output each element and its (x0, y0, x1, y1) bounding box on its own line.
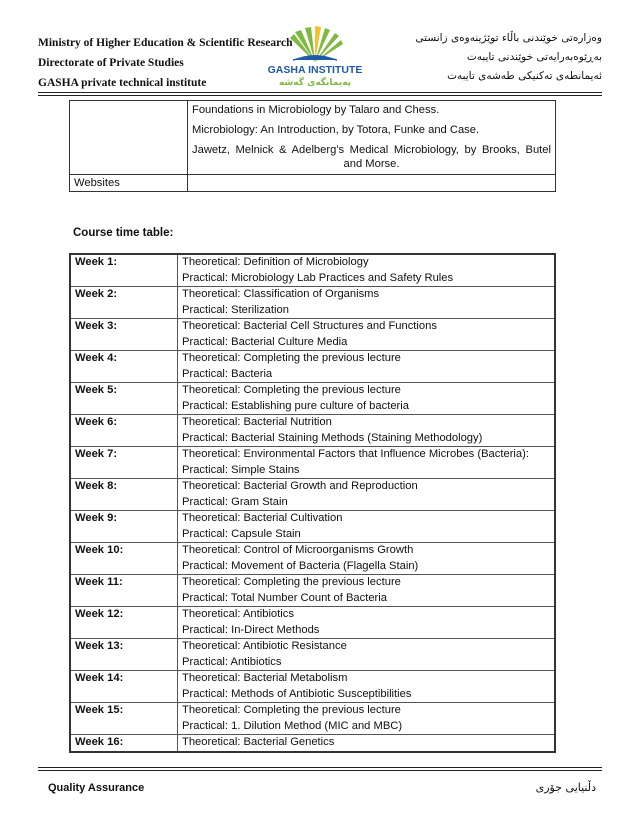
websites-value (188, 175, 556, 192)
week-label: Week 16: (70, 735, 178, 752)
theoretical-topic: Theoretical: Bacterial Nutrition (182, 416, 332, 428)
logo-text-en: GASHA INSTITUTE (267, 64, 363, 76)
practical-topic: Practical: Movement of Bacteria (Flagella Stain) (182, 559, 419, 572)
schedule-row (70, 639, 555, 671)
header-right-line-2: بەڕێوەبەرایەتی خوێندنی تایبەت (466, 51, 602, 63)
references-table (69, 100, 556, 192)
week-label: Week 13: (70, 639, 178, 671)
week-content (178, 254, 556, 287)
practical-topic: Practical: Total Number Count of Bacteria (182, 591, 387, 604)
schedule-row (70, 575, 555, 607)
practical-topic: Practical: Capsule Stain (182, 527, 301, 540)
week-content (178, 543, 556, 575)
week-content (178, 351, 556, 383)
week-label: Week 12: (70, 607, 178, 639)
book-3: Jawetz, Melnick & Adelberg's Medical Microbiology, by Brooks, Butel and Morse. (192, 144, 551, 170)
week-label: Week 11: (70, 575, 178, 607)
practical-topic: Practical: Bacterial Culture Media (182, 335, 348, 348)
week-content (178, 447, 556, 479)
schedule-row (70, 287, 555, 319)
footer-quality-assurance: Quality Assurance (48, 782, 145, 794)
theoretical-topic: Theoretical: Classification of Organisms (182, 288, 380, 300)
week-content (178, 287, 556, 319)
week-content (178, 415, 556, 447)
schedule-row (70, 254, 555, 287)
week-label: Week 2: (70, 287, 178, 319)
theoretical-topic: Theoretical: Environmental Factors that Influence Microbes (Bacteria): (182, 448, 529, 460)
schedule-row (70, 671, 555, 703)
practical-topic: Practical: Establishing pure culture of bacteria (182, 399, 409, 412)
schedule-table (69, 253, 556, 753)
week-content (178, 319, 556, 351)
practical-topic: Practical: Methods of Antibiotic Susceptibilities (182, 687, 412, 700)
theoretical-topic: Theoretical: Antibiotics (182, 608, 294, 620)
week-content (178, 703, 556, 735)
theoretical-topic: Theoretical: Bacterial Cell Structures and Functions (182, 320, 437, 332)
header-divider (38, 92, 602, 93)
header-right-line-1: وەزارەتی خوێندنی باڵاء توێژینەوەی زانستی (415, 32, 602, 44)
footer-divider (38, 767, 602, 768)
week-label: Week 10: (70, 543, 178, 575)
schedule-title: Course time table: (73, 227, 174, 239)
week-label: Week 15: (70, 703, 178, 735)
schedule-row (70, 351, 555, 383)
week-label: Week 9: (70, 511, 178, 543)
gasha-logo (265, 24, 365, 90)
practical-topic: Practical: Sterilization (182, 303, 289, 316)
header-left (38, 38, 292, 98)
theoretical-topic: Theoretical: Completing the previous lecture (182, 576, 401, 588)
practical-topic: Practical: Bacterial Staining Methods (Staining Methodology) (182, 431, 483, 444)
practical-topic: Practical: Simple Stains (182, 463, 300, 476)
practical-topic: Practical: Antibiotics (182, 655, 282, 668)
week-label: Week 1: (70, 254, 178, 287)
sun-icon (290, 26, 343, 62)
header-directorate: Directorate of Private Studies (38, 57, 184, 69)
week-label: Week 3: (70, 319, 178, 351)
theoretical-topic: Theoretical: Completing the previous lecture (182, 352, 401, 364)
week-content (178, 671, 556, 703)
week-label: Week 14: (70, 671, 178, 703)
schedule-row (70, 383, 555, 415)
theoretical-topic: Theoretical: Control of Microorganisms Growth (182, 544, 414, 556)
schedule-row (70, 735, 555, 752)
websites-label: Websites (70, 175, 188, 192)
footer-quality-assurance-ku: دڵنیایی جۆری (535, 781, 596, 794)
week-content (178, 639, 556, 671)
schedule-row (70, 447, 555, 479)
logo-text-ku: پەیمانگەی گەشە (278, 78, 352, 88)
theoretical-topic: Theoretical: Bacterial Metabolism (182, 672, 348, 684)
books-cell (188, 101, 556, 175)
header-right-line-3: ئەیمانطەی تەکنیکی طەشەی تایبەت (447, 70, 602, 82)
theoretical-topic: Theoretical: Bacterial Growth and Reproduction (182, 480, 418, 492)
schedule-row (70, 415, 555, 447)
week-label: Week 8: (70, 479, 178, 511)
websites-row (70, 175, 556, 192)
practical-topic: Practical: Gram Stain (182, 495, 288, 508)
schedule-row (70, 607, 555, 639)
week-content (178, 735, 556, 752)
books-label-cell (70, 101, 188, 175)
week-content (178, 511, 556, 543)
practical-topic: Practical: Microbiology Lab Practices and Safety Rules (182, 271, 454, 284)
book-2: Microbiology: An Introduction, by Totora, Funke and Case. (192, 124, 480, 136)
week-label: Week 6: (70, 415, 178, 447)
header-right (415, 33, 602, 90)
week-content (178, 479, 556, 511)
schedule-row (70, 511, 555, 543)
footer-divider-thin (38, 770, 602, 771)
schedule-row (70, 543, 555, 575)
header-divider-thin (38, 95, 602, 96)
schedule-row (70, 703, 555, 735)
practical-topic: Practical: In-Direct Methods (182, 623, 320, 636)
book-1: Foundations in Microbiology by Talaro and Chess. (192, 104, 440, 116)
theoretical-topic: Theoretical: Bacterial Cultivation (182, 512, 343, 524)
practical-topic: Practical: Bacteria (182, 367, 273, 380)
week-content (178, 575, 556, 607)
week-label: Week 7: (70, 447, 178, 479)
schedule-row (70, 319, 555, 351)
practical-topic: Practical: 1. Dilution Method (MIC and MBC) (182, 719, 403, 732)
theoretical-topic: Theoretical: Completing the previous lecture (182, 384, 401, 396)
week-content (178, 607, 556, 639)
header-ministry: Ministry of Higher Education & Scientific Research (38, 37, 293, 49)
theoretical-topic: Theoretical: Bacterial Genetics (182, 736, 335, 748)
week-label: Week 5: (70, 383, 178, 415)
books-row (70, 101, 556, 175)
theoretical-topic: Theoretical: Definition of Microbiology (182, 256, 369, 268)
week-label: Week 4: (70, 351, 178, 383)
schedule-row (70, 479, 555, 511)
header-institute: GASHA private technical institute (38, 77, 207, 89)
week-content (178, 383, 556, 415)
theoretical-topic: Theoretical: Completing the previous lecture (182, 704, 401, 716)
theoretical-topic: Theoretical: Antibiotic Resistance (182, 640, 347, 652)
